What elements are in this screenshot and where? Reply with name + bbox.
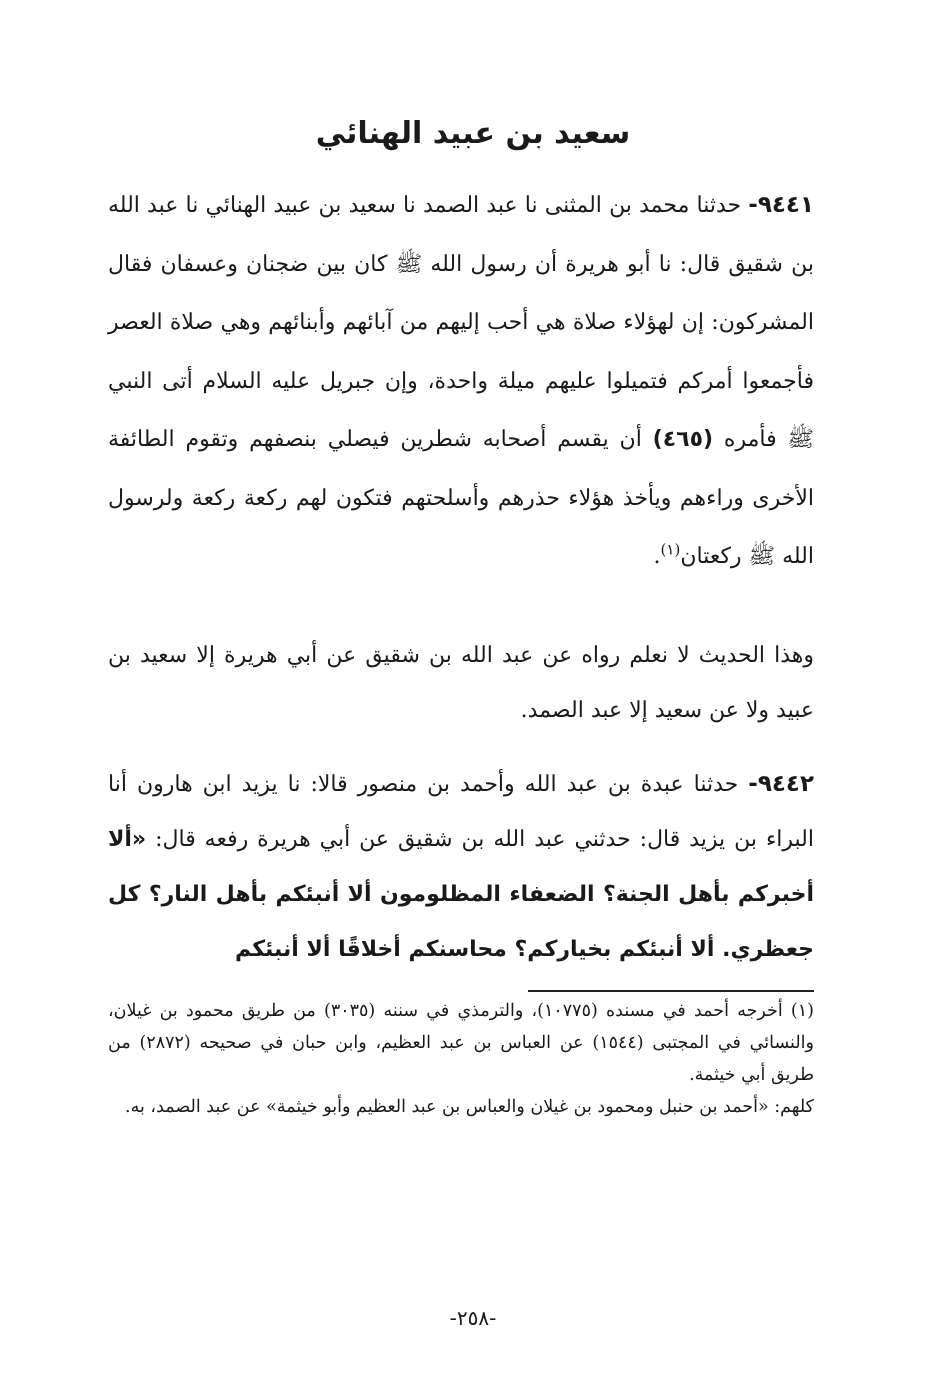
footnote-1-continued: كلهم: «أحمد بن حنبل ومحمود بن غيلان والعباس بن عبد العظيم وأبو خيثمة» عن عبد الصمد، به.: [125, 1097, 814, 1117]
footnote-1: (١) أخرجه أحمد في مسنده (١٠٧٧٥)، والترمذي في سننه (٣٠٣٥) من طريق محمود بن غيلان، والنسائي في المجتبى (١٥٤٤) عن العباس بن عبد العظيم، وابن حبان في صحيحه (٢٨٧٢) من طريق أبي خيثمة.: [108, 1001, 814, 1085]
footnote-separator: [528, 990, 814, 992]
hadith-number: ٩٤٤١-: [748, 192, 814, 218]
prophetic-quote: «ألا أخبركم بأهل الجنة؟ الضعفاء المظلومون ألا أنبئكم بأهل النار؟ كل جعظري. ألا أنبئكم بخياركم؟ محاسنكم أخلاقًا ألا أنبئكم: [108, 827, 814, 962]
hadith-9441: [108, 176, 814, 587]
hadith-text-end: .: [653, 544, 661, 569]
hadith-text: حدثنا عبدة بن عبد الله وأحمد بن منصور قالا: نا يزيد ابن هارون أنا البراء بن يزيد قال: حدثني عبد الله بن شقيق عن أبي هريرة رفعه قال:: [108, 772, 814, 852]
hadith-number: ٩٤٤٢-: [748, 771, 814, 797]
footnotes: [108, 995, 814, 1123]
hadith-9442: [108, 757, 814, 977]
hadith-text-continued: أن يقسم أصحابه شطرين فيصلي بنصفهم وتقوم الطائفة الأخرى وراءهم ويأخذ هؤلاء حذرهم وأسلحتهم فتكون لهم ركعة ركعة ولرسول الله ﷺ ركعتان: [108, 427, 814, 569]
hadith-text: حدثنا محمد بن المثنى نا عبد الصمد نا سعيد بن عبيد الهنائي نا عبد الله بن شقيق قال: نا أبو هريرة أن رسول الله ﷺ كان بين ضجنان وعسفان فقال المشركون: إن لهؤلاء صلاة هي أحب إليهم من آبائهم وأبنائهم وهي صلاة العصر فأجمعوا أمركم فتميلوا عليهم ميلة واحدة، وإن جبريل عليه السلام أتى النبي ﷺ فأمره: [108, 193, 814, 452]
page-reference: (٤٦٥): [652, 427, 714, 452]
footnote-marker[interactable]: (١): [660, 540, 681, 559]
author-comment: وهذا الحديث لا نعلم رواه عن عبد الله بن شقيق عن أبي هريرة إلا سعيد بن عبيد ولا عن سعيد إلا عبد الصمد.: [108, 643, 814, 723]
page-title: سعيد بن عبيد الهنائي: [315, 116, 631, 151]
page-number: -٢٥٨-: [449, 1306, 497, 1330]
